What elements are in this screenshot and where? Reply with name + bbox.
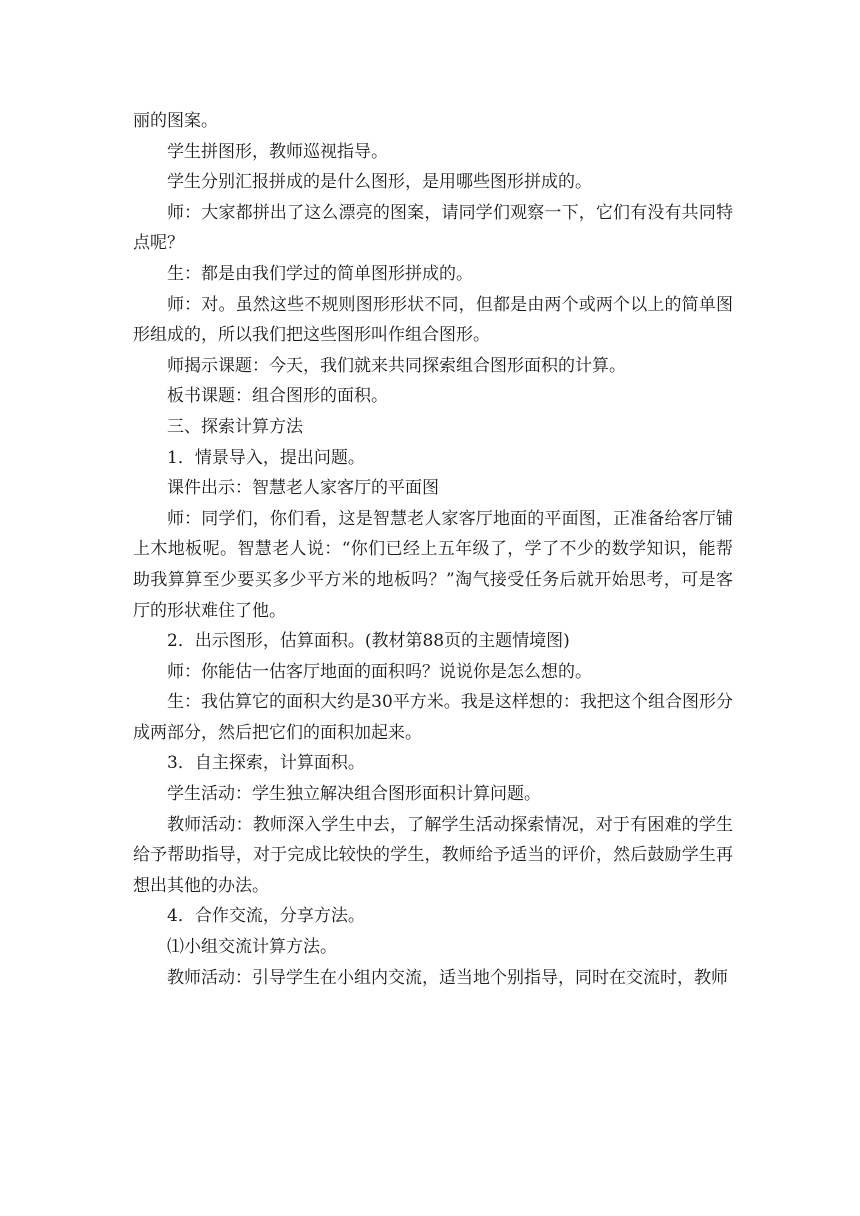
paragraph-1: 丽的图案。	[133, 111, 218, 131]
paragraph-7: 师揭示课题：今天，我们就来共同探索组合图形面积的计算。	[167, 355, 626, 376]
paragraph-20: ⑴小组交流计算方法。	[167, 937, 337, 958]
paragraph-17: 学生活动：学生独立解决组合图形面积计算问题。	[167, 784, 541, 805]
paragraph-4: 师：大家都拼出了这么漂亮的图案，请同学们观察一下，它们有没有共同特点呢？	[133, 202, 733, 254]
paragraph-3: 学生分别汇报拼成的是什么图形，是用哪些图形拼成的。	[167, 172, 592, 193]
paragraph-12: 师：同学们，你们看，这是智慧老人家客厅地面的平面图，正准备给客厅铺上木地板呢。智慧老人说：“你们已经上五年级了，学了不少的数学知识，能帮助我算算至少要买多少平方米的地板吗？”淘气接受任务后就开始思考，可是客厅的形状难住了他。	[133, 508, 733, 621]
paragraph-15: 生：我估算它的面积大约是30平方米。我是这样想的：我把这个组合图形分成两部分，然后把它们的面积加起来。	[133, 692, 733, 743]
paragraph-18: 教师活动：教师深入学生中去，了解学生活动探索情况，对于有困难的学生给予帮助指导，对于完成比较快的学生，教师给予适当的评价，然后鼓励学生再想出其他的办法。	[133, 814, 733, 896]
section-heading: 三、探索计算方法	[167, 416, 303, 437]
paragraph-11: 课件出示：智慧老人家客厅的平面图	[167, 478, 439, 499]
paragraph-14: 师：你能估一估客厅地面的面积吗？说说你是怎么想的。	[167, 661, 592, 682]
paragraph-8: 板书课题：组合图形的面积。	[167, 386, 388, 407]
paragraph-2: 学生拼图形，教师巡视指导。	[167, 141, 388, 162]
paragraph-6: 师：对。虽然这些不规则图形形状不同，但都是由两个或两个以上的简单图形组成的，所以我们把这些图形叫作组合图形。	[133, 294, 733, 346]
paragraph-13: 2．出示图形，估算面积。(教材第88页的主题情境图)	[167, 631, 570, 652]
paragraph-10: 1．情景导入，提出问题。	[167, 447, 365, 468]
paragraph-21: 教师活动：引导学生在小组内交流，适当地个别指导，同时在交流时，教师	[167, 967, 728, 988]
paragraph-19: 4．合作交流，分享方法。	[167, 906, 365, 927]
document-body	[133, 106, 733, 993]
paragraph-5: 生：都是由我们学过的简单图形拼成的。	[167, 263, 473, 284]
paragraph-16: 3．自主探索，计算面积。	[167, 753, 365, 774]
